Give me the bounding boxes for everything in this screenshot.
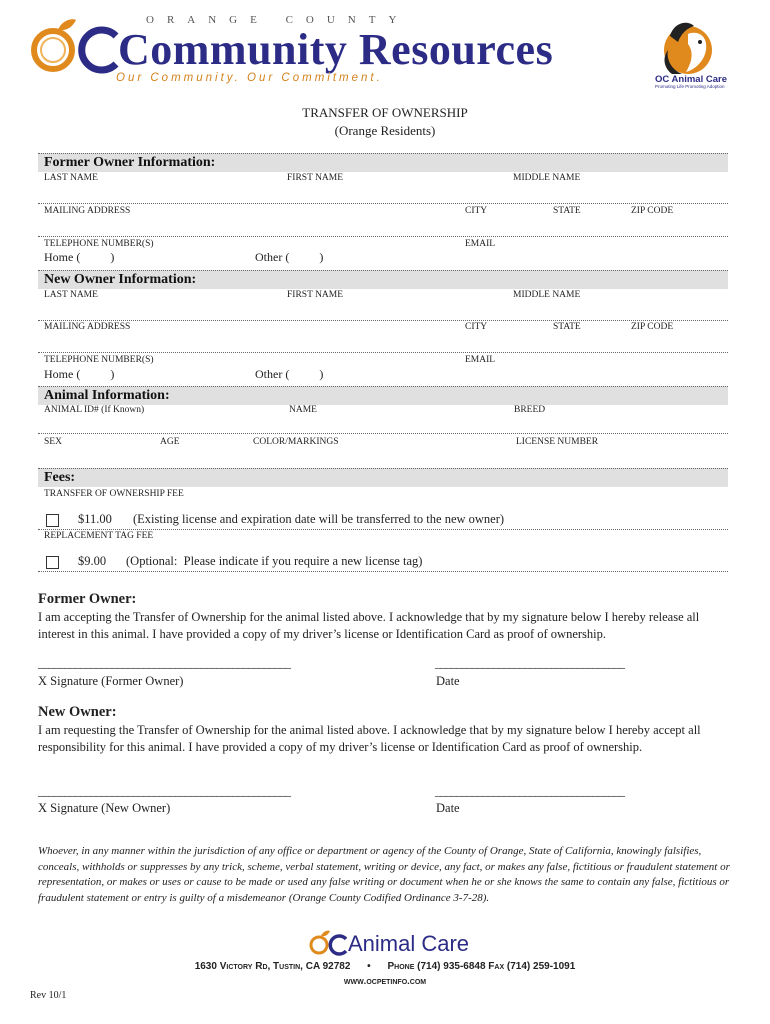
divider bbox=[38, 433, 728, 434]
animal-color-label: COLOR/MARKINGS bbox=[253, 437, 339, 447]
animal-care-logo-icon bbox=[648, 16, 728, 76]
former-owner-heading: Former Owner: bbox=[38, 591, 137, 607]
animal-breed-label: BREED bbox=[514, 405, 546, 415]
former-owner-info-heading: Former Owner Information: bbox=[44, 155, 216, 170]
divider bbox=[38, 320, 728, 321]
transfer-fee-description: (Existing license and expiration date will be transferred to the new owner) bbox=[133, 512, 505, 526]
county-name: ORANGE COUNTY bbox=[146, 14, 410, 26]
transfer-fee-amount: $11.00 bbox=[78, 512, 112, 526]
legal-notice: Whoever, in any manner within the jurisdiction of any office or department or agency of the County of Orange, State of California, knowingly falsifies, conceals, withholds or suppresses by any trick, scheme, verbal statement, writing or device, any fact, or makes any false, fictitious or fraudulent statement or representation, or makes or uses or cause to be made or used any false writing or document when he or she knows the same to contain any false, fictitious or fraudulent statement or entry is guilty of a misdemeanor (Orange County Codified Ordinance 3-7-28). bbox=[38, 845, 730, 904]
document-subtitle: (Orange Residents) bbox=[334, 123, 436, 138]
animal-license-label: LICENSE NUMBER bbox=[516, 437, 599, 447]
footer-address-line bbox=[0, 961, 770, 972]
new-owner-date-line: ____________________________________ bbox=[435, 784, 624, 798]
new-home-phone: Home ( ) bbox=[44, 367, 115, 381]
revision-label: Rev 10/1 bbox=[30, 990, 67, 1001]
divider bbox=[38, 468, 728, 469]
former-owner-signature-line: ________________________________________________ bbox=[38, 656, 290, 670]
new-owner-statement: I am requesting the Transfer of Ownership for the animal listed above. I acknowledge that by my signature below I hereby accept all responsibility for this animal. I have provided a copy of my driver’s license or Identification Card as proof of ownership. bbox=[38, 723, 701, 754]
footer-bullet: • bbox=[367, 961, 371, 972]
animal-care-logo-text: OC Animal Care bbox=[655, 74, 727, 85]
replacement-fee-amount: $9.00 bbox=[78, 554, 107, 568]
new-owner-signature-label: X Signature (New Owner) bbox=[38, 801, 171, 815]
former-owner-date-label: Date bbox=[436, 674, 460, 688]
footer-logo-text: Animal Care bbox=[348, 931, 470, 956]
document-title: TRANSFER OF OWNERSHIP bbox=[302, 105, 468, 120]
divider bbox=[38, 236, 728, 237]
former-city-label: CITY bbox=[465, 206, 488, 216]
new-owner-info-heading: New Owner Information: bbox=[44, 272, 197, 287]
divider bbox=[38, 270, 728, 271]
new-owner-heading: New Owner: bbox=[38, 704, 117, 720]
footer-website: www.ocpetinfo.com bbox=[343, 976, 427, 987]
former-state-label: STATE bbox=[553, 206, 581, 216]
divider bbox=[38, 529, 728, 530]
new-telephone-label: TELEPHONE NUMBER(S) bbox=[44, 355, 154, 365]
oc-logo-icon bbox=[26, 14, 122, 76]
former-email-label: EMAIL bbox=[465, 239, 496, 249]
former-mailing-address-label: MAILING ADDRESS bbox=[44, 206, 131, 216]
new-email-label: EMAIL bbox=[465, 355, 496, 365]
animal-name-label: NAME bbox=[289, 405, 317, 415]
replacement-fee-checkbox[interactable] bbox=[46, 556, 59, 569]
new-state-label: STATE bbox=[553, 322, 581, 332]
former-other-phone: Other ( ) bbox=[255, 250, 324, 264]
animal-sex-label: SEX bbox=[44, 437, 62, 447]
transfer-fee-label: TRANSFER OF OWNERSHIP FEE bbox=[44, 489, 184, 499]
former-owner-statement: I am accepting the Transfer of Ownership for the animal listed above. I acknowledge that by my signature below I hereby release all interest in this animal. I have provided a copy of my driver’s license or Identification Card as proof of ownership. bbox=[38, 610, 700, 641]
new-middle-name-label: MIDDLE NAME bbox=[513, 290, 581, 300]
divider bbox=[38, 203, 728, 204]
brand-tagline: Our Community. Our Commitment. bbox=[116, 72, 383, 84]
former-last-name-label: LAST NAME bbox=[44, 173, 98, 183]
new-first-name-label: FIRST NAME bbox=[287, 290, 344, 300]
animal-care-logo-tagline: Promoting Life Promoting Adoption bbox=[655, 84, 725, 89]
replacement-fee-label: REPLACEMENT TAG FEE bbox=[44, 531, 154, 541]
animal-id-label: ANIMAL ID# (If Known) bbox=[44, 405, 145, 415]
new-last-name-label: LAST NAME bbox=[44, 290, 98, 300]
former-middle-name-label: MIDDLE NAME bbox=[513, 173, 581, 183]
fees-bar bbox=[38, 468, 728, 487]
divider bbox=[38, 571, 728, 572]
former-home-phone: Home ( ) bbox=[44, 250, 115, 264]
transfer-fee-checkbox[interactable] bbox=[46, 514, 59, 527]
new-owner-signature-line: ________________________________________________ bbox=[38, 784, 290, 798]
replacement-fee-description: (Optional: Please indicate if you require a new license tag) bbox=[126, 554, 423, 568]
former-zip-label: ZIP CODE bbox=[631, 206, 674, 216]
footer-phone: Phone (714) 935-6848 Fax (714) 259-1091 bbox=[387, 961, 576, 972]
new-other-phone: Other ( ) bbox=[255, 367, 324, 381]
brand-name: Community Resources bbox=[118, 25, 554, 74]
new-owner-date-label: Date bbox=[436, 801, 460, 815]
divider bbox=[38, 352, 728, 353]
footer-address: 1630 Victory Rd, Tustin, CA 92782 bbox=[194, 961, 351, 972]
former-owner-signature-label: X Signature (Former Owner) bbox=[38, 674, 184, 688]
animal-age-label: AGE bbox=[160, 437, 180, 447]
former-telephone-label: TELEPHONE NUMBER(S) bbox=[44, 239, 154, 249]
new-zip-label: ZIP CODE bbox=[631, 322, 674, 332]
footer-oc-logo-icon bbox=[308, 928, 348, 958]
former-owner-date-line: ____________________________________ bbox=[435, 656, 624, 670]
divider bbox=[38, 386, 728, 387]
new-mailing-address-label: MAILING ADDRESS bbox=[44, 322, 131, 332]
animal-info-heading: Animal Information: bbox=[44, 388, 170, 403]
new-city-label: CITY bbox=[465, 322, 488, 332]
former-first-name-label: FIRST NAME bbox=[287, 173, 344, 183]
divider bbox=[38, 153, 728, 154]
fees-heading: Fees: bbox=[44, 470, 76, 485]
